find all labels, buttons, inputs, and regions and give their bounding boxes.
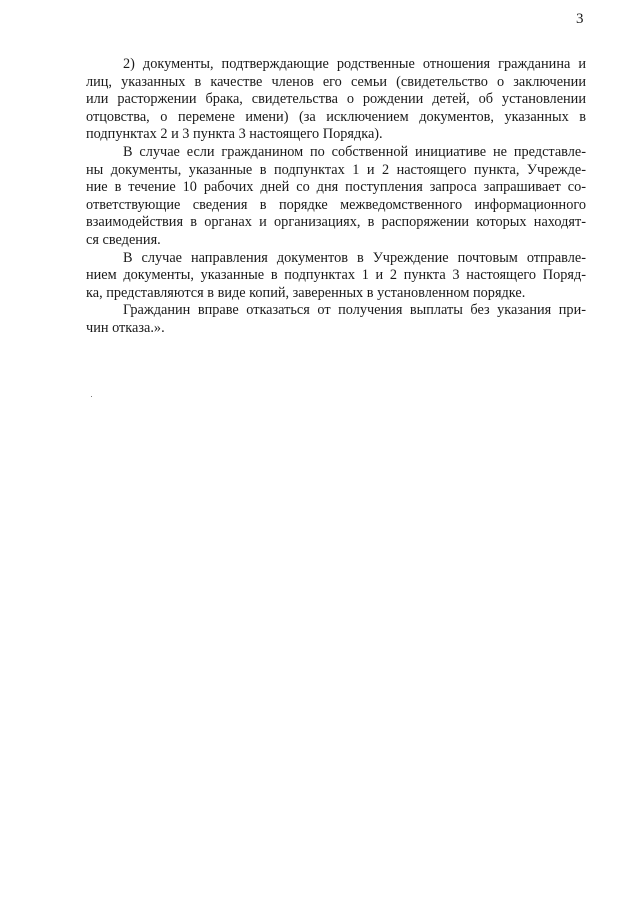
- text-line: ответствующие сведения в порядке межведомственного информационного: [86, 196, 586, 213]
- text-line: взаимодействия в органах и организациях, в распоряжении которых находят-: [86, 214, 586, 231]
- text-line: 2) документы, подтверждающие родственные отношения гражданина и: [123, 56, 586, 72]
- text-line: подпунктах 2 и 3 пункта 3 настоящего Порядка).: [86, 126, 383, 143]
- text-line: ние в течение 10 рабочих дней со дня поступления запроса запрашивает со-: [86, 179, 586, 196]
- page-number: 3: [576, 11, 584, 27]
- text-line: ка, представляются в виде копий, заверенных в установленном порядке.: [86, 284, 526, 301]
- text-line: нием документы, указанные в подпунктах 1 и 2 пункта 3 настоящего Поряд-: [86, 267, 586, 284]
- paragraph-postal-submission: [86, 250, 586, 303]
- text-line: чин отказа.».: [86, 319, 165, 336]
- text-line: лиц, указанных в качестве членов его семьи (свидетельство о заключении: [86, 73, 586, 90]
- scan-artifact-dot: [91, 396, 92, 397]
- paragraph-interagency-request: [86, 144, 586, 250]
- paragraph-documents-kinship: [86, 56, 586, 144]
- document-body: [86, 56, 586, 338]
- text-line: В случае направления документов в Учреждение почтовым отправле-: [123, 249, 586, 266]
- text-line: или расторжении брака, свидетельства о рождении детей, об установлении: [86, 91, 586, 108]
- text-line: отцовства, о перемене имени) (за исключением документов, указанных в: [86, 108, 586, 125]
- text-line: В случае если гражданином по собственной инициативе не представле-: [123, 143, 586, 160]
- text-line: ны документы, указанные в подпунктах 1 и 2 настоящего пункта, Учрежде-: [86, 161, 586, 178]
- text-line: ся сведения.: [86, 231, 161, 248]
- text-line: Гражданин вправе отказаться от получения выплаты без указания при-: [123, 302, 586, 319]
- paragraph-refusal-right: [86, 302, 586, 337]
